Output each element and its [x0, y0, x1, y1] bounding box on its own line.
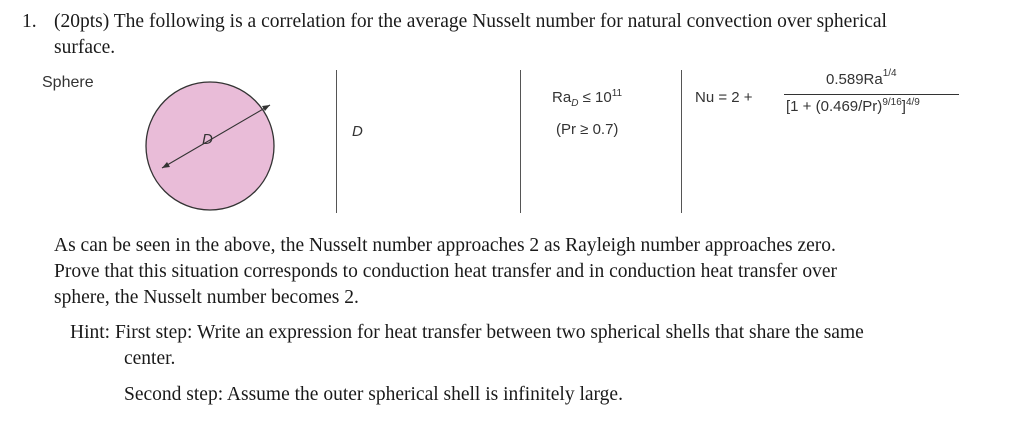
body-line2: Prove that this situation corresponds to conduction heat transfer and in conduction heat transfer over — [54, 261, 838, 282]
characteristic-length: D — [352, 123, 363, 140]
table-divider-1 — [336, 70, 337, 213]
hint-line3: Second step: Assume the outer spherical shell is infinitely large. — [124, 384, 623, 405]
diameter-symbol: D — [202, 131, 213, 148]
hint-line2: center. — [124, 348, 176, 369]
fraction-bar — [784, 94, 959, 95]
body-line1: As can be seen in the above, the Nusselt number approaches 2 as Rayleigh number approaches zero. — [54, 235, 836, 256]
nusselt-lhs: Nu = 2 + — [695, 89, 753, 106]
rayleigh-range: $Ra_D \le 10^{11}$ — [552, 88, 623, 109]
geometry-label: Sphere — [42, 74, 94, 91]
hint-line1: Hint: First step: Write an expression for heat transfer between two spherical shells that share the same — [70, 322, 864, 343]
body-line3: sphere, the Nusselt number becomes 2. — [54, 287, 359, 308]
problem-statement-line2: surface. — [54, 37, 116, 58]
prandtl-range: (Pr ≥ 0.7) — [556, 121, 619, 138]
table-divider-2 — [520, 70, 521, 213]
problem-statement-line1: (20pts) The following is a correlation for the average Nusselt number for natural convection over spherical — [54, 11, 887, 32]
problem-number: 1. — [22, 11, 37, 32]
correlation-numerator: $0.589Ra^{1/4}$ — [826, 68, 897, 88]
table-divider-3 — [681, 70, 682, 213]
correlation-denominator: $[1 + (0.469/Pr)^{9/16}]^{4/9}$ — [786, 97, 920, 115]
